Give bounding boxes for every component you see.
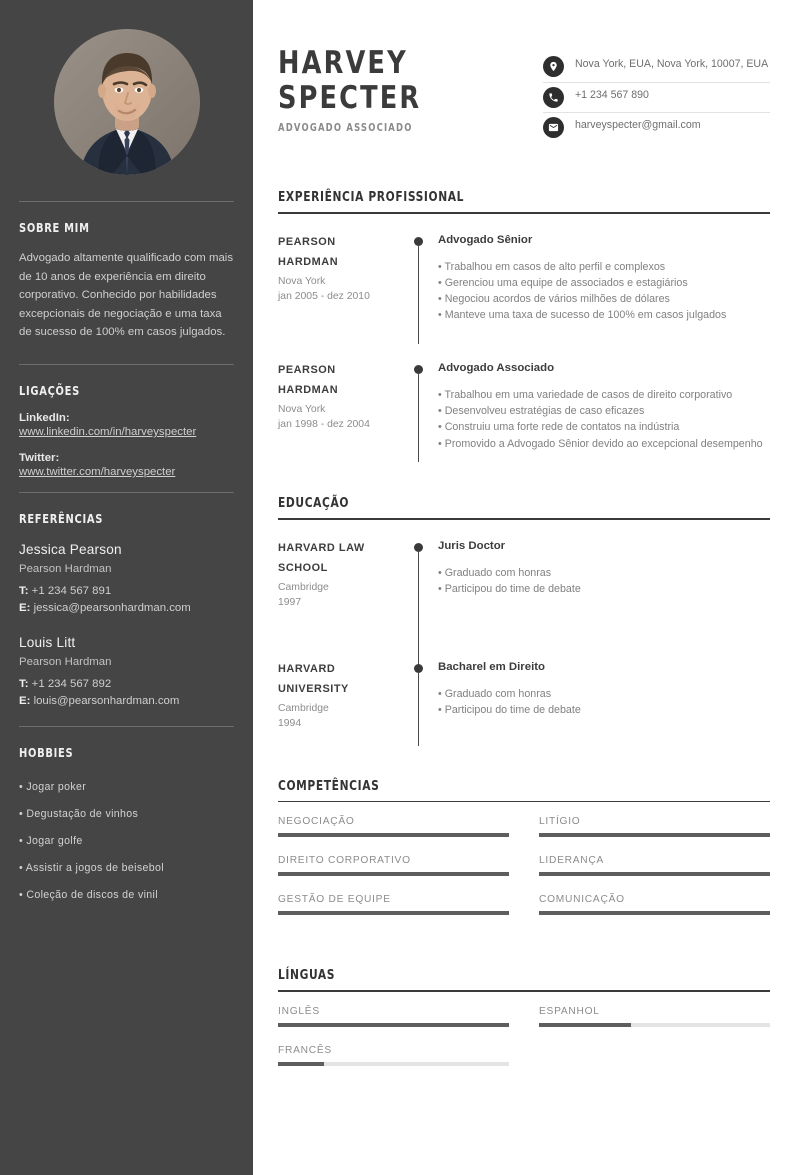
hobby-item: • Coleção de discos de vinil bbox=[19, 888, 158, 901]
skill-label: DIREITO CORPORATIVO bbox=[278, 855, 411, 867]
references-heading: REFERÊNCIAS bbox=[19, 510, 104, 526]
education-entry bbox=[278, 538, 770, 611]
hobby-item: • Assistir a jogos de beisebol bbox=[19, 861, 164, 874]
reference-phone bbox=[19, 676, 234, 693]
contact-item-phone bbox=[543, 82, 770, 112]
skill-fill bbox=[278, 833, 509, 837]
entry-meta bbox=[278, 360, 408, 452]
skill-fill bbox=[539, 833, 770, 837]
divider bbox=[19, 492, 234, 493]
reference-item bbox=[19, 540, 234, 617]
skill-label: NEGOCIAÇÃO bbox=[278, 816, 355, 828]
experience-entry bbox=[278, 360, 770, 452]
bullet-item: • Graduado com honras bbox=[438, 566, 552, 579]
entry-dates: 1994 bbox=[278, 718, 302, 730]
email-value: harveyspecter@gmail.com bbox=[575, 119, 701, 131]
link-url-twitter[interactable]: www.twitter.com/harveyspecter bbox=[19, 465, 176, 478]
address-value: Nova York, EUA, Nova York, 10007, EUA bbox=[575, 58, 769, 70]
bullet-item: • Graduado com honras bbox=[438, 687, 552, 700]
email-prefix: E: bbox=[19, 694, 31, 707]
phone-icon bbox=[543, 87, 564, 108]
skills-grid bbox=[278, 816, 770, 933]
experience-entry bbox=[278, 232, 770, 324]
link-item-linkedin bbox=[19, 412, 234, 440]
timeline-marker bbox=[408, 659, 434, 732]
skill-label: LIDERANÇA bbox=[539, 855, 605, 867]
first-name: HARVEY bbox=[278, 45, 408, 81]
education-entry bbox=[278, 659, 770, 732]
section-rule bbox=[278, 990, 770, 992]
experience-heading: EXPERIÊNCIA PROFISSIONAL bbox=[278, 189, 465, 205]
entry-organization: HARVARD LAW SCHOOL bbox=[278, 541, 365, 574]
timeline-line bbox=[418, 672, 419, 746]
entry-organization: PEARSON HARDMAN bbox=[278, 363, 339, 396]
bullet-item: • Participou do time de debate bbox=[438, 582, 581, 595]
section-rule bbox=[278, 212, 770, 214]
entry-location: Nova York bbox=[278, 275, 326, 287]
sidebar-section-about bbox=[19, 201, 234, 342]
entry-location: Cambridge bbox=[278, 581, 329, 593]
bullet-item: • Manteve uma taxa de sucesso de 100% em casos julgados bbox=[438, 309, 727, 322]
link-url-linkedin[interactable]: www.linkedin.com/in/harveyspecter bbox=[19, 425, 197, 438]
bullet-item: • Trabalhou em casos de alto perfil e complexos bbox=[438, 260, 666, 273]
skill-track bbox=[539, 833, 770, 837]
skill-track bbox=[539, 911, 770, 915]
skill-track bbox=[539, 872, 770, 876]
entry-dates: jan 2005 - dez 2010 bbox=[278, 291, 370, 303]
entry-bullets bbox=[438, 565, 770, 598]
timeline-line bbox=[418, 551, 419, 673]
language-item bbox=[539, 1006, 770, 1027]
entry-role: Bacharel em Direito bbox=[438, 660, 545, 673]
skill-track bbox=[278, 833, 509, 837]
profile-photo-illustration bbox=[54, 29, 200, 175]
entry-detail bbox=[434, 538, 770, 611]
main-content bbox=[253, 0, 794, 1175]
links-heading: LIGAÇÕES bbox=[19, 382, 80, 398]
contact-item-email bbox=[543, 112, 770, 142]
bullet-item: • Negociou acordos de vários milhões de dólares bbox=[438, 293, 670, 306]
entry-dates: jan 1998 - dez 2004 bbox=[278, 419, 370, 431]
language-track bbox=[539, 1023, 770, 1027]
skill-fill bbox=[278, 872, 509, 876]
reference-email bbox=[19, 693, 234, 710]
entry-meta bbox=[278, 659, 408, 732]
entry-dates: 1997 bbox=[278, 597, 302, 609]
timeline-marker bbox=[408, 232, 434, 324]
bullet-item: • Participou do time de debate bbox=[438, 703, 581, 716]
hobby-item: • Jogar poker bbox=[19, 780, 87, 793]
section-rule bbox=[278, 801, 770, 803]
job-title: ADVOGADO ASSOCIADO bbox=[278, 123, 413, 134]
hobby-item: • Degustação de vinhos bbox=[19, 807, 139, 820]
language-fill bbox=[278, 1023, 509, 1027]
language-fill bbox=[539, 1023, 631, 1027]
link-label: LinkedIn: bbox=[19, 411, 70, 424]
hobbies-heading: HOBBIES bbox=[19, 744, 74, 760]
reference-name: Jessica Pearson bbox=[19, 541, 122, 557]
phone-value: +1 234 567 891 bbox=[31, 584, 112, 597]
sidebar-section-references bbox=[19, 492, 234, 710]
language-item bbox=[278, 1045, 509, 1066]
reference-company: Pearson Hardman bbox=[19, 655, 112, 668]
skill-track bbox=[278, 911, 509, 915]
entry-bullets bbox=[438, 259, 770, 324]
skill-fill bbox=[278, 911, 509, 915]
skills-heading: COMPETÊNCIAS bbox=[278, 777, 380, 794]
profile-photo bbox=[54, 29, 200, 175]
phone-value: +1 234 567 890 bbox=[575, 89, 649, 101]
sidebar-section-hobbies bbox=[19, 726, 234, 909]
language-fill bbox=[278, 1062, 324, 1066]
location-pin-icon bbox=[543, 56, 564, 77]
language-label: ESPANHOL bbox=[539, 1005, 600, 1017]
entry-role: Advogado Associado bbox=[438, 361, 555, 374]
entry-detail bbox=[434, 232, 770, 324]
phone-prefix: T: bbox=[19, 677, 29, 690]
entry-location: Cambridge bbox=[278, 702, 329, 714]
section-experience bbox=[278, 189, 770, 452]
skill-item bbox=[278, 816, 509, 837]
skill-fill bbox=[539, 911, 770, 915]
skill-label: GESTÃO DE EQUIPE bbox=[278, 894, 391, 906]
skill-label: LITÍGIO bbox=[539, 816, 581, 828]
sidebar bbox=[0, 0, 253, 1175]
entry-location: Nova York bbox=[278, 403, 326, 415]
avatar bbox=[19, 0, 234, 175]
reference-company: Pearson Hardman bbox=[19, 562, 112, 575]
sidebar-section-links bbox=[19, 364, 234, 480]
language-label: INGLÊS bbox=[278, 1005, 320, 1017]
link-item-twitter bbox=[19, 452, 234, 480]
language-label: FRANCÊS bbox=[278, 1044, 332, 1056]
last-name: SPECTER bbox=[278, 80, 422, 116]
skill-label: COMUNICAÇÃO bbox=[539, 894, 625, 906]
skill-track bbox=[278, 872, 509, 876]
about-heading: SOBRE MIM bbox=[19, 220, 90, 235]
contact-block bbox=[543, 46, 770, 142]
skill-fill bbox=[539, 872, 770, 876]
divider bbox=[19, 201, 234, 202]
email-prefix: E: bbox=[19, 601, 31, 614]
phone-prefix: T: bbox=[19, 584, 29, 597]
bullet-item: • Desenvolveu estratégias de caso eficazes bbox=[438, 405, 645, 418]
email-value: louis@pearsonhardman.com bbox=[33, 694, 180, 707]
divider bbox=[19, 726, 234, 727]
skills-column-right bbox=[539, 816, 770, 933]
skill-item bbox=[278, 855, 509, 876]
phone-value: +1 234 567 892 bbox=[31, 677, 112, 690]
reference-email bbox=[19, 600, 234, 617]
reference-phone bbox=[19, 583, 234, 600]
languages-column-left bbox=[278, 1006, 509, 1084]
entry-role: Advogado Sênior bbox=[438, 233, 533, 246]
timeline-marker bbox=[408, 538, 434, 611]
divider bbox=[19, 364, 234, 365]
entry-detail bbox=[434, 659, 770, 732]
entry-organization: HARVARD UNIVERSITY bbox=[278, 662, 349, 695]
entry-meta bbox=[278, 232, 408, 324]
reference-item bbox=[19, 633, 234, 710]
bullet-item: • Trabalhou em uma variedade de casos de direito corporativo bbox=[438, 388, 733, 401]
languages-heading: LÍNGUAS bbox=[278, 967, 336, 984]
section-education bbox=[278, 495, 770, 732]
entry-meta bbox=[278, 538, 408, 611]
entry-role: Juris Doctor bbox=[438, 539, 506, 552]
hobby-item: • Jogar golfe bbox=[19, 834, 83, 847]
email-value: jessica@pearsonhardman.com bbox=[33, 601, 191, 614]
contact-item-address bbox=[543, 52, 770, 82]
entry-bullets bbox=[438, 686, 770, 719]
about-text: Advogado altamente qualificado com mais de 10 anos de experiência em direito corporativo. Conhecido por habilidades excepcionais de negociação e uma taxa de sucesso de 100% em casos julgados. bbox=[19, 252, 234, 339]
entry-bullets bbox=[438, 387, 770, 452]
link-label: Twitter: bbox=[19, 451, 60, 464]
education-heading: EDUCAÇÃO bbox=[278, 494, 350, 511]
language-track bbox=[278, 1023, 509, 1027]
skill-item bbox=[539, 894, 770, 915]
entry-organization: PEARSON HARDMAN bbox=[278, 235, 339, 268]
entry-detail bbox=[434, 360, 770, 452]
language-item bbox=[278, 1006, 509, 1027]
bullet-item: • Construiu uma forte rede de contatos na indústria bbox=[438, 421, 680, 434]
timeline-line bbox=[418, 245, 419, 344]
bullet-item: • Promovido a Advogado Sênior devido ao excepcional desempenho bbox=[438, 437, 763, 450]
envelope-icon bbox=[543, 117, 564, 138]
language-track bbox=[278, 1062, 509, 1066]
timeline-marker bbox=[408, 360, 434, 452]
skill-item bbox=[278, 894, 509, 915]
section-skills bbox=[278, 778, 770, 934]
section-languages bbox=[278, 967, 770, 1084]
languages-column-right bbox=[539, 1006, 770, 1084]
languages-grid bbox=[278, 1006, 770, 1084]
skill-item bbox=[539, 816, 770, 837]
timeline-line bbox=[418, 373, 419, 462]
header bbox=[278, 0, 770, 142]
name-block bbox=[278, 46, 543, 142]
reference-name: Louis Litt bbox=[19, 634, 76, 650]
skill-item bbox=[539, 855, 770, 876]
section-rule bbox=[278, 518, 770, 520]
skills-column-left bbox=[278, 816, 509, 933]
bullet-item: • Gerenciou uma equipe de associados e estagiários bbox=[438, 276, 688, 289]
